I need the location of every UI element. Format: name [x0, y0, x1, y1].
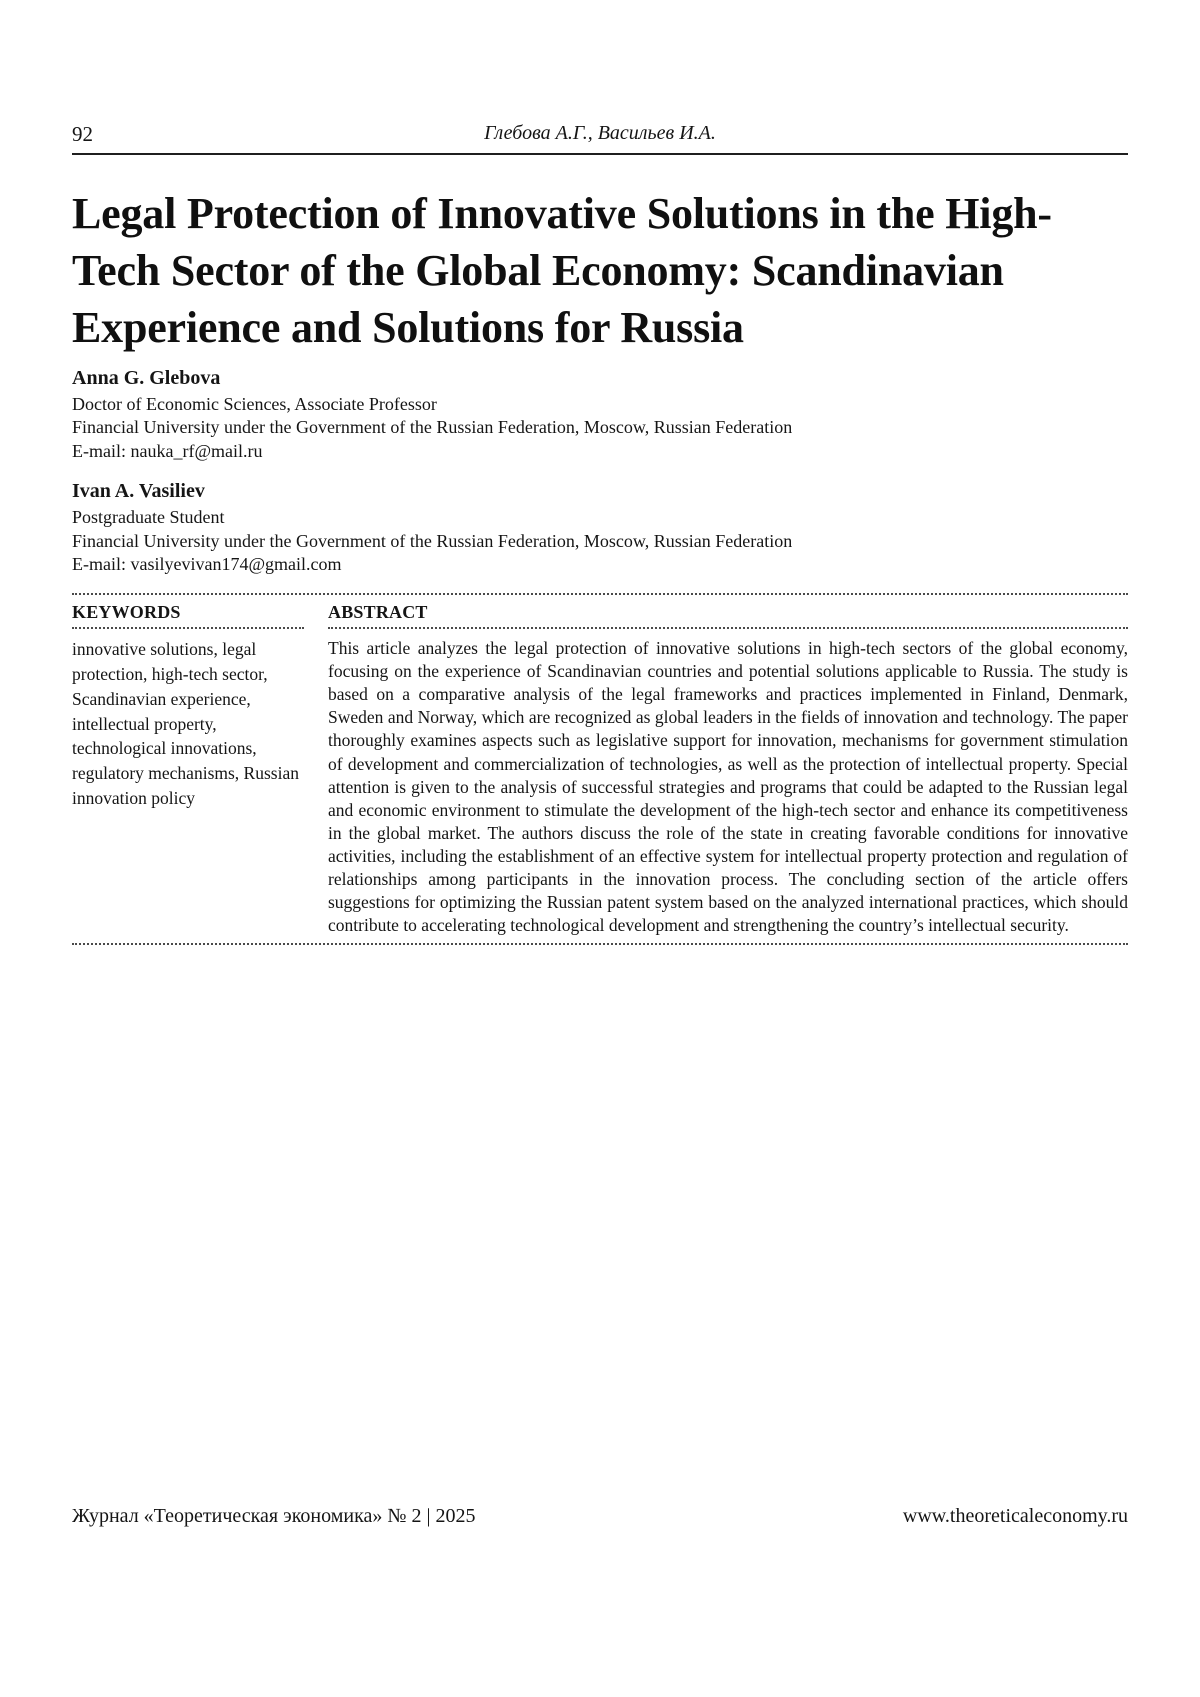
author-block-2 — [72, 480, 1128, 577]
author-position: Postgraduate Student — [72, 506, 225, 527]
author-block-1 — [72, 367, 1128, 464]
running-header — [72, 122, 1128, 155]
author-affiliation: Financial University under the Government of the Russian Federation, Moscow, Russian Federation — [72, 417, 793, 438]
article-title: Legal Protection of Innovative Solutions in the High-Tech Sector of the Global Economy: Scandinavian Experience and Solutions for Russia — [72, 189, 1052, 353]
author-email: E-mail: nauka_rf@mail.ru — [72, 441, 263, 462]
authors-section — [72, 367, 1128, 578]
abstract-text: This article analyzes the legal protection of innovative solutions in high-tech sectors of the global economy, focusing on the experience of Scandinavian countries and potential solutions applicable to Russia. The study is based on a comparative analysis of the legal frameworks and practices implemented in Finland, Denmark, Sweden and Norway, which are recognized as global leaders in the fields of innovation and technology. The paper thoroughly examines aspects such as legislative support for innovation, mechanisms for government stimulation of development and commercialization of technologies, as well as the protection of intellectual property. Special attention is given to the analysis of successful strategies and programs that could be adapted to the Russian legal and economic environment to stimulate the development of the high-tech sector and enhance its competitiveness in the global market. The authors discuss the role of the state in creating favorable conditions for innovative activities, including the establishment of an effective system for intellectual property protection and regulation of relationships among participants in the innovation process. The concluding section of the article offers suggestions for optimizing the Russian patent system based on the analyzed international practices, which should contribute to accelerating technological development and strengthening the country’s intellectual security. — [328, 638, 1128, 936]
abstract-column — [328, 595, 1128, 937]
page-number: 92 — [72, 122, 93, 146]
author-position: Doctor of Economic Sciences, Associate Professor — [72, 393, 437, 414]
author-name: Ivan A. Vasiliev — [72, 479, 205, 502]
journal-website: www.theoreticaleconomy.ru — [902, 1505, 1128, 1527]
author-affiliation: Financial University under the Government of the Russian Federation, Moscow, Russian Federation — [72, 530, 793, 551]
journal-issue-label: Журнал «Теоретическая экономика» № 2 | 2025 — [72, 1505, 476, 1527]
keywords-column — [72, 595, 304, 937]
keywords-text: innovative solutions, legal protection, high-tech sector, Scandinavian experience, intellectual property, technological innovations, regulatory mechanisms, Russian innovation policy — [72, 639, 299, 809]
keywords-label: KEYWORDS — [72, 602, 181, 623]
author-name: Anna G. Glebova — [72, 366, 221, 389]
running-head-authors: Глебова А.Г., Васильев И.А. — [484, 122, 716, 144]
keywords-abstract-section — [72, 595, 1128, 937]
page-footer — [72, 1505, 1128, 1528]
author-email: E-mail: vasilyevivan174@gmail.com — [72, 554, 342, 575]
abstract-label: ABSTRACT — [328, 602, 428, 623]
bottom-divider — [72, 943, 1128, 945]
